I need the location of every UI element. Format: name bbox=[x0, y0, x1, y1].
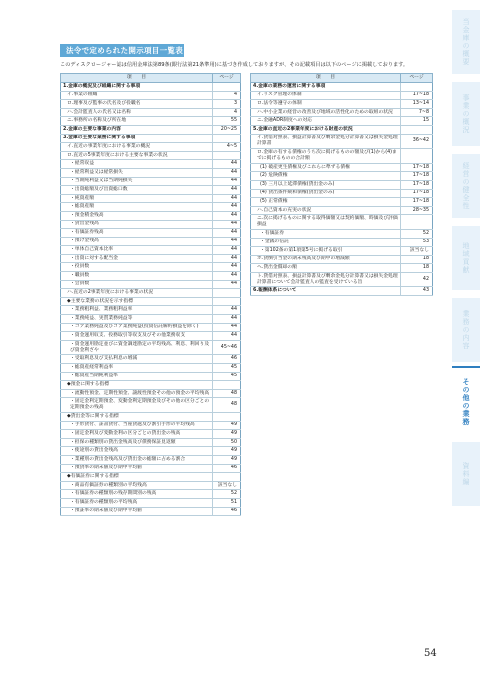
table-row bbox=[251, 215, 433, 230]
table-row bbox=[61, 306, 241, 315]
item-header: 項 目 bbox=[251, 74, 401, 83]
side-tab[interactable]: 資料編 bbox=[452, 442, 480, 506]
table-row bbox=[61, 289, 241, 298]
page-header: ページ bbox=[401, 74, 433, 83]
side-tab[interactable]: 事業の概況 bbox=[452, 82, 480, 146]
table-row bbox=[61, 263, 241, 272]
item-label: ◆預金に関する指標 bbox=[61, 381, 213, 390]
page-number: 54 bbox=[424, 648, 437, 659]
table-row bbox=[61, 340, 241, 355]
item-label: ・有価証券の種類別の残存期間別の残高 bbox=[61, 490, 213, 499]
page-ref: 13~14 bbox=[401, 100, 433, 109]
table-row bbox=[61, 507, 241, 516]
item-label: ・資金運用勘定並びに資金調達勘定の平均残高、利息、利回り及び資金利ざや bbox=[61, 340, 213, 355]
item-label: ロ.法令等遵守の体制 bbox=[251, 100, 401, 109]
page-ref bbox=[213, 151, 241, 160]
page-ref: 20~25 bbox=[213, 125, 241, 134]
table-row bbox=[251, 272, 433, 287]
page-ref: 17~18 bbox=[401, 180, 433, 189]
intro-text: このディスクロージャー誌は信用金庫法第89条(銀行法第21条準用)に基づき作成しておりますが、その記載項目は以下のページに掲載しております。 bbox=[60, 62, 409, 68]
table-row bbox=[61, 490, 241, 499]
item-label: ・資金運用収支、役務取引等収支及びその他業務収支 bbox=[61, 332, 213, 341]
item-label: ・固定金利及び変動金利の区分ごとの貸出金の残高 bbox=[61, 430, 213, 439]
table-row bbox=[251, 247, 433, 256]
page-ref: 45~46 bbox=[213, 340, 241, 355]
table-row bbox=[61, 389, 241, 398]
disclosure-table-left bbox=[60, 73, 241, 516]
item-label: ニ.事務所の名称及び所在地 bbox=[61, 117, 213, 126]
table-row bbox=[61, 229, 241, 238]
item-label: 6.報酬体系について bbox=[251, 287, 401, 296]
page-ref: 15 bbox=[401, 117, 433, 126]
page-ref bbox=[213, 289, 241, 298]
table-row bbox=[61, 447, 241, 456]
item-label: ・流動性預金、定期性預金、譲渡性預金その他の預金の平均残高 bbox=[61, 389, 213, 398]
page-ref: 45 bbox=[213, 364, 241, 373]
page-ref: 44 bbox=[213, 254, 241, 263]
item-label: (1) 破産更生債権及びこれらに準ずる債権 bbox=[251, 163, 401, 172]
table-row bbox=[61, 143, 241, 152]
item-label: ・預証率の期末値及び期中平均値 bbox=[61, 507, 213, 516]
table-row bbox=[61, 125, 241, 134]
table-row bbox=[251, 83, 433, 92]
item-label: ・総資産当期純利益率 bbox=[61, 372, 213, 381]
table-row bbox=[251, 91, 433, 100]
page-ref: 52 bbox=[401, 229, 433, 238]
table-row bbox=[61, 372, 241, 381]
table-row bbox=[251, 172, 433, 181]
item-label: ・預金積金残高 bbox=[61, 211, 213, 220]
page-ref: 44 bbox=[213, 211, 241, 220]
item-label: ・手形貸付、証書貸付、当座貸越及び割引手形の平均残高 bbox=[61, 421, 213, 430]
page-ref bbox=[213, 297, 241, 306]
page-header: ページ bbox=[213, 74, 241, 83]
active-tab-marker bbox=[452, 366, 480, 368]
table-row bbox=[251, 206, 433, 215]
page-ref: 46 bbox=[213, 355, 241, 364]
item-label: ホ.貸倒引当金の期末残高及び期中の増減額 bbox=[251, 255, 401, 264]
page-ref: 44 bbox=[213, 306, 241, 315]
page-ref: 51 bbox=[213, 498, 241, 507]
item-label: ・有価証券 bbox=[251, 229, 401, 238]
table-row bbox=[61, 272, 241, 281]
table-row bbox=[251, 255, 433, 264]
item-label: ・貸出金残高 bbox=[61, 220, 213, 229]
table-row bbox=[61, 203, 241, 212]
page-ref: 42 bbox=[401, 272, 433, 287]
table-row bbox=[61, 430, 241, 439]
item-label: ・金銭の信託 bbox=[251, 238, 401, 247]
item-label: ◆有価証券に関する指標 bbox=[61, 473, 213, 482]
page-ref bbox=[213, 83, 241, 92]
page-ref: 55 bbox=[213, 117, 241, 126]
item-label: ・有価証券残高 bbox=[61, 229, 213, 238]
table-row bbox=[61, 297, 241, 306]
table-row bbox=[251, 163, 433, 172]
page-ref: 44 bbox=[213, 168, 241, 177]
page-ref: 48 bbox=[213, 389, 241, 398]
table-row bbox=[251, 149, 433, 164]
page-ref bbox=[401, 125, 433, 134]
item-label: 1.金庫の概況及び組織に関する事項 bbox=[61, 83, 213, 92]
page-ref: 48 bbox=[213, 398, 241, 413]
item-label: ロ.金庫の有する債権のうち次に掲げるものの額及び(1)から(4)までに掲げるものの合計額 bbox=[251, 149, 401, 164]
table-row bbox=[61, 323, 241, 332]
table-row bbox=[251, 189, 433, 198]
item-label: ・総資産額 bbox=[61, 203, 213, 212]
item-label: ・当期純利益又は当期純損失 bbox=[61, 177, 213, 186]
item-label: ・役員数 bbox=[61, 263, 213, 272]
page-ref: 45 bbox=[213, 372, 241, 381]
item-label: 5.金庫の直近の2事業年度における財産の状況 bbox=[251, 125, 401, 134]
table-row bbox=[61, 83, 241, 92]
table-row bbox=[61, 91, 241, 100]
item-label: ハ.自己資本の充実の状況 bbox=[251, 206, 401, 215]
item-label: ニ.次に掲げるものに関する取得価額又は契約価額、時価及び評価損益 bbox=[251, 215, 401, 230]
item-label: ・固定金利定期預金、変動金利定期預金及びその他の区分ごとの定期預金の残高 bbox=[61, 398, 213, 413]
table-row bbox=[61, 237, 241, 246]
page-ref bbox=[213, 134, 241, 143]
disclosure-table-right bbox=[250, 73, 433, 296]
item-label: ・出資総額及び出資総口数 bbox=[61, 186, 213, 195]
page-ref bbox=[213, 412, 241, 421]
table-row bbox=[61, 220, 241, 229]
table-row bbox=[61, 398, 241, 413]
page-ref: 44 bbox=[213, 272, 241, 281]
item-label: ・純資産額 bbox=[61, 194, 213, 203]
table-row bbox=[61, 186, 241, 195]
table-row bbox=[61, 464, 241, 473]
table-row bbox=[251, 134, 433, 149]
item-label: ・商品有価証券の種類別の平均残高 bbox=[61, 481, 213, 490]
table-row bbox=[61, 498, 241, 507]
page-ref: 3 bbox=[213, 100, 241, 109]
table-row bbox=[61, 332, 241, 341]
page-ref: 44 bbox=[213, 203, 241, 212]
page-ref: 44 bbox=[213, 263, 241, 272]
item-label: ヘ.貸出金償却の額 bbox=[251, 264, 401, 273]
item-label: 2.金庫の主要な事業の内容 bbox=[61, 125, 213, 134]
page-ref: 49 bbox=[213, 421, 241, 430]
item-label: ◆主要な業務の状況を示す指標 bbox=[61, 297, 213, 306]
item-label: (2) 危険債権 bbox=[251, 172, 401, 181]
page-ref: 46 bbox=[213, 507, 241, 516]
table-row bbox=[61, 280, 241, 289]
side-tab[interactable]: 経営の健全性 bbox=[452, 154, 480, 218]
page-ref: 17~18 bbox=[401, 189, 433, 198]
table-row bbox=[251, 117, 433, 126]
table-row bbox=[251, 108, 433, 117]
page-ref: 17~18 bbox=[401, 163, 433, 172]
page-ref: 52 bbox=[213, 490, 241, 499]
table-row bbox=[61, 381, 241, 390]
section-title: 法令で定められた開示項目一覧表 bbox=[60, 44, 184, 57]
page-ref: 18 bbox=[401, 264, 433, 273]
item-label: ・経常利益又は経常損失 bbox=[61, 168, 213, 177]
table-row bbox=[61, 168, 241, 177]
table-row bbox=[61, 108, 241, 117]
page-ref: 50 bbox=[213, 438, 241, 447]
page-ref: 17~18 bbox=[401, 172, 433, 181]
side-tab[interactable]: 地域貢献 bbox=[452, 226, 480, 290]
page-ref: 4~5 bbox=[213, 143, 241, 152]
item-label: (3) 三月以上延滞債権(貸出金のみ) bbox=[251, 180, 401, 189]
table-row bbox=[61, 481, 241, 490]
table-row bbox=[61, 117, 241, 126]
page-ref: 44 bbox=[213, 315, 241, 324]
page-ref: 49 bbox=[213, 447, 241, 456]
page-ref: 4 bbox=[213, 91, 241, 100]
item-label: ト.貸借対照表、損益計算書及び剰余金処分計算書又は損失金処理計算書について会計監査人の監査を受けている旨 bbox=[251, 272, 401, 287]
item-label: ・単体自己資本比率 bbox=[61, 246, 213, 255]
item-label: ◆貸出金等に関する指標 bbox=[61, 412, 213, 421]
table-row bbox=[251, 264, 433, 273]
table-row bbox=[61, 211, 241, 220]
page-ref: 49 bbox=[213, 430, 241, 439]
page-ref: 4 bbox=[213, 108, 241, 117]
table-row bbox=[61, 315, 241, 324]
page-ref: 44 bbox=[213, 229, 241, 238]
item-label: ・担保の種類別の貸出金残高及び債務保証見返額 bbox=[61, 438, 213, 447]
item-label: ・経常収益 bbox=[61, 160, 213, 169]
table-row bbox=[251, 125, 433, 134]
table-row bbox=[251, 198, 433, 207]
page-ref: 17~18 bbox=[401, 91, 433, 100]
table-row bbox=[61, 254, 241, 263]
item-label: ・総資産経常利益率 bbox=[61, 364, 213, 373]
item-label: ・受取利息及び支払利息の増減 bbox=[61, 355, 213, 364]
item-label: ハ.中小企業の経営の改善及び地域の活性化のための取組の状況 bbox=[251, 108, 401, 117]
table-row bbox=[61, 438, 241, 447]
item-label: ・業務純益、実質業務純益等 bbox=[61, 315, 213, 324]
table-row bbox=[251, 287, 433, 296]
page-ref: 44 bbox=[213, 160, 241, 169]
page-ref: 18 bbox=[401, 255, 433, 264]
page-ref: 17~18 bbox=[401, 198, 433, 207]
page-ref bbox=[401, 83, 433, 92]
page-ref: 44 bbox=[213, 186, 241, 195]
page-ref bbox=[213, 473, 241, 482]
page-ref: 44 bbox=[213, 194, 241, 203]
table-row bbox=[251, 100, 433, 109]
item-label: (5) 正常債権 bbox=[251, 198, 401, 207]
item-label: 3.金庫の主要な業務に関する事項 bbox=[61, 134, 213, 143]
table-row bbox=[61, 134, 241, 143]
table-row bbox=[61, 246, 241, 255]
item-label: ・第102条の第1項第5号に掲げる取引 bbox=[251, 247, 401, 256]
page-ref: 44 bbox=[213, 280, 241, 289]
page-ref: 36~42 bbox=[401, 134, 433, 149]
page-ref bbox=[213, 381, 241, 390]
page-ref: 44 bbox=[213, 237, 241, 246]
table-row bbox=[61, 412, 241, 421]
item-label: ハ.直近の2事業年度における事業の状況 bbox=[61, 289, 213, 298]
item-header: 項 目 bbox=[61, 74, 213, 83]
table-row bbox=[251, 180, 433, 189]
table-row bbox=[61, 100, 241, 109]
table-row bbox=[61, 455, 241, 464]
page-ref: 44 bbox=[213, 220, 241, 229]
item-label: ・業種別の貸出金残高及び貸出金の総額に占める割合 bbox=[61, 455, 213, 464]
table-row bbox=[61, 177, 241, 186]
side-tab[interactable]: その他の業務 bbox=[452, 370, 480, 434]
item-label: ハ.会計監査人の氏名又は名称 bbox=[61, 108, 213, 117]
item-label: ・業務粗利益、業務粗利益率 bbox=[61, 306, 213, 315]
table-row bbox=[61, 473, 241, 482]
page-ref: 46 bbox=[213, 464, 241, 473]
item-label: ・有価証券の種類別の平均残高 bbox=[61, 498, 213, 507]
table-row bbox=[61, 421, 241, 430]
page-ref: 43 bbox=[401, 287, 433, 296]
side-tab[interactable]: 業務の内容 bbox=[452, 298, 480, 362]
page-ref bbox=[401, 149, 433, 164]
table-row bbox=[251, 229, 433, 238]
page-ref: 28~35 bbox=[401, 206, 433, 215]
page-ref bbox=[401, 215, 433, 230]
item-label: ロ.理事及び監事の氏名及び役職名 bbox=[61, 100, 213, 109]
table-row bbox=[61, 194, 241, 203]
item-label: 4.金庫の業務の運営に関する事項 bbox=[251, 83, 401, 92]
table-row bbox=[61, 151, 241, 160]
item-label: ・職員数 bbox=[61, 272, 213, 281]
page-ref: 44 bbox=[213, 246, 241, 255]
page-ref: 49 bbox=[213, 455, 241, 464]
table-row bbox=[61, 364, 241, 373]
page-ref: 44 bbox=[213, 177, 241, 186]
page-ref: 該当なし bbox=[401, 247, 433, 256]
page-ref: 該当なし bbox=[213, 481, 241, 490]
table-row bbox=[61, 355, 241, 364]
item-label: ・預け金残高 bbox=[61, 237, 213, 246]
table-row bbox=[251, 238, 433, 247]
item-label: ・使途別の貸出金残高 bbox=[61, 447, 213, 456]
page-ref: 44 bbox=[213, 323, 241, 332]
item-label: ロ.直近の5事業年度における主要な事業の状況 bbox=[61, 151, 213, 160]
item-label: ・出資に対する配当金 bbox=[61, 254, 213, 263]
table-row bbox=[61, 160, 241, 169]
item-label: ・コア業務純益及びコア業務純益(投資信託解約損益を除く) bbox=[61, 323, 213, 332]
item-label: ・預貸率の期末値及び期中平均値 bbox=[61, 464, 213, 473]
item-label: イ.事業の組織 bbox=[61, 91, 213, 100]
page-ref: 53 bbox=[401, 238, 433, 247]
item-label: イ.リスク管理の体制 bbox=[251, 91, 401, 100]
item-label: (4) 貸出条件緩和債権(貸出金のみ) bbox=[251, 189, 401, 198]
page-ref: 44 bbox=[213, 332, 241, 341]
item-label: ・会員数 bbox=[61, 280, 213, 289]
item-label: イ.直近の事業年度における事業の概況 bbox=[61, 143, 213, 152]
item-label: イ.貸借対照表、損益計算書及び剰余金処分計算書又は損失金処理計算書 bbox=[251, 134, 401, 149]
page-ref: 7~8 bbox=[401, 108, 433, 117]
item-label: ニ.金融ADR制度への対応 bbox=[251, 117, 401, 126]
side-tab[interactable]: 当金庫の概要 bbox=[452, 10, 480, 74]
